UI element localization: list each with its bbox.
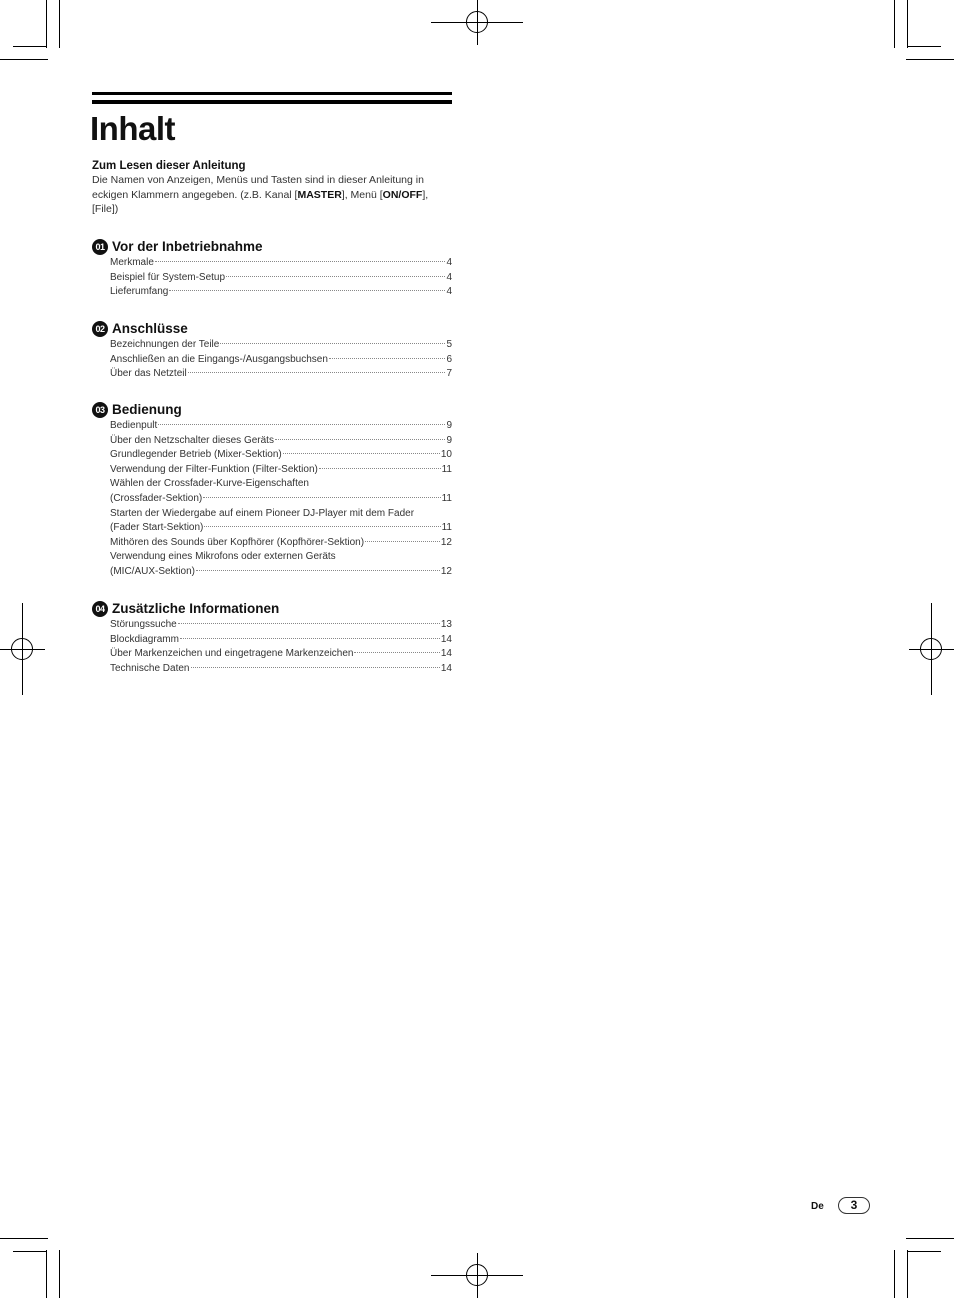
section-heading[interactable] <box>92 400 452 419</box>
toc-entry[interactable]: Verwendung der Filter-Funktion (Filter-Sektion) 11 <box>110 463 452 475</box>
section-title: Vor der Inbetriebnahme <box>112 239 263 254</box>
toc-entry[interactable]: Lieferumfang 4 <box>110 286 452 298</box>
toc-entry[interactable]: Bedienpult 9 <box>110 420 452 431</box>
toc-entry[interactable]: Grundlegender Betrieb (Mixer-Sektion) 10 <box>110 449 452 461</box>
toc-entry[interactable]: Blockdiagramm 14 <box>110 633 452 645</box>
toc-entry[interactable]: Über das Netzteil 7 <box>110 368 452 380</box>
reading-note-text: Die Namen von Anzeigen, Menüs und Tasten sind in dieser Anleitung in eckigen Klammern angegeben. (z.B. Kanal [MASTER], Menü [ON/OFF], [File]) <box>92 174 429 215</box>
toc-section-04 <box>92 599 452 677</box>
section-number-badge: 02 <box>92 321 108 337</box>
section-heading[interactable] <box>92 599 452 618</box>
header-rule-bottom <box>92 100 452 104</box>
reading-note <box>92 160 454 217</box>
toc-entry[interactable]: Über den Netzschalter dieses Geräts 9 <box>110 434 452 446</box>
toc-entry[interactable]: Beispiel für System-Setup 4 <box>110 271 452 283</box>
section-title: Zusätzliche Informationen <box>112 601 280 616</box>
section-title: Anschlüsse <box>112 321 188 336</box>
section-heading[interactable] <box>92 319 452 338</box>
header-rule-top <box>92 92 452 95</box>
toc-entry[interactable]: Mithören des Sounds über Kopfhörer (Kopfhörer-Sektion) 12 <box>110 536 452 548</box>
toc-entry[interactable]: Bezeichnungen der Teile 5 <box>110 339 452 350</box>
section-number-badge: 01 <box>92 239 108 255</box>
footer-language: De <box>811 1201 824 1212</box>
reading-note-heading: Zum Lesen dieser Anleitung <box>92 160 246 172</box>
toc-entry[interactable]: Merkmale 4 <box>110 257 452 268</box>
toc-section-03 <box>92 400 452 581</box>
toc-section-02 <box>92 319 452 383</box>
footer-page-number: 3 <box>838 1197 870 1214</box>
toc-section-01 <box>92 237 452 301</box>
section-number-badge: 04 <box>92 601 108 617</box>
toc-entry[interactable]: Wählen der Crossfader-Kurve-Eigenschaften (Crossfader-Sektion) 11 <box>110 478 452 504</box>
page-title: Inhalt <box>90 110 175 147</box>
toc-entry[interactable]: Verwendung eines Mikrofons oder externen Geräts (MIC/AUX-Sektion) 12 <box>110 551 452 577</box>
toc-entry[interactable]: Über Markenzeichen und eingetragene Markenzeichen 14 <box>110 648 452 660</box>
section-title: Bedienung <box>112 402 182 417</box>
toc-entry[interactable]: Starten der Wiedergabe auf einem Pioneer DJ-Player mit dem Fader (Fader Start-Sektion) 11 <box>110 507 452 534</box>
toc-entry[interactable]: Störungssuche 13 <box>110 619 452 630</box>
section-number-badge: 03 <box>92 402 108 418</box>
section-heading[interactable] <box>92 237 452 256</box>
toc-entry[interactable]: Technische Daten 14 <box>110 662 452 674</box>
toc-entry[interactable]: Anschließen an die Eingangs-/Ausgangsbuchsen 6 <box>110 353 452 365</box>
